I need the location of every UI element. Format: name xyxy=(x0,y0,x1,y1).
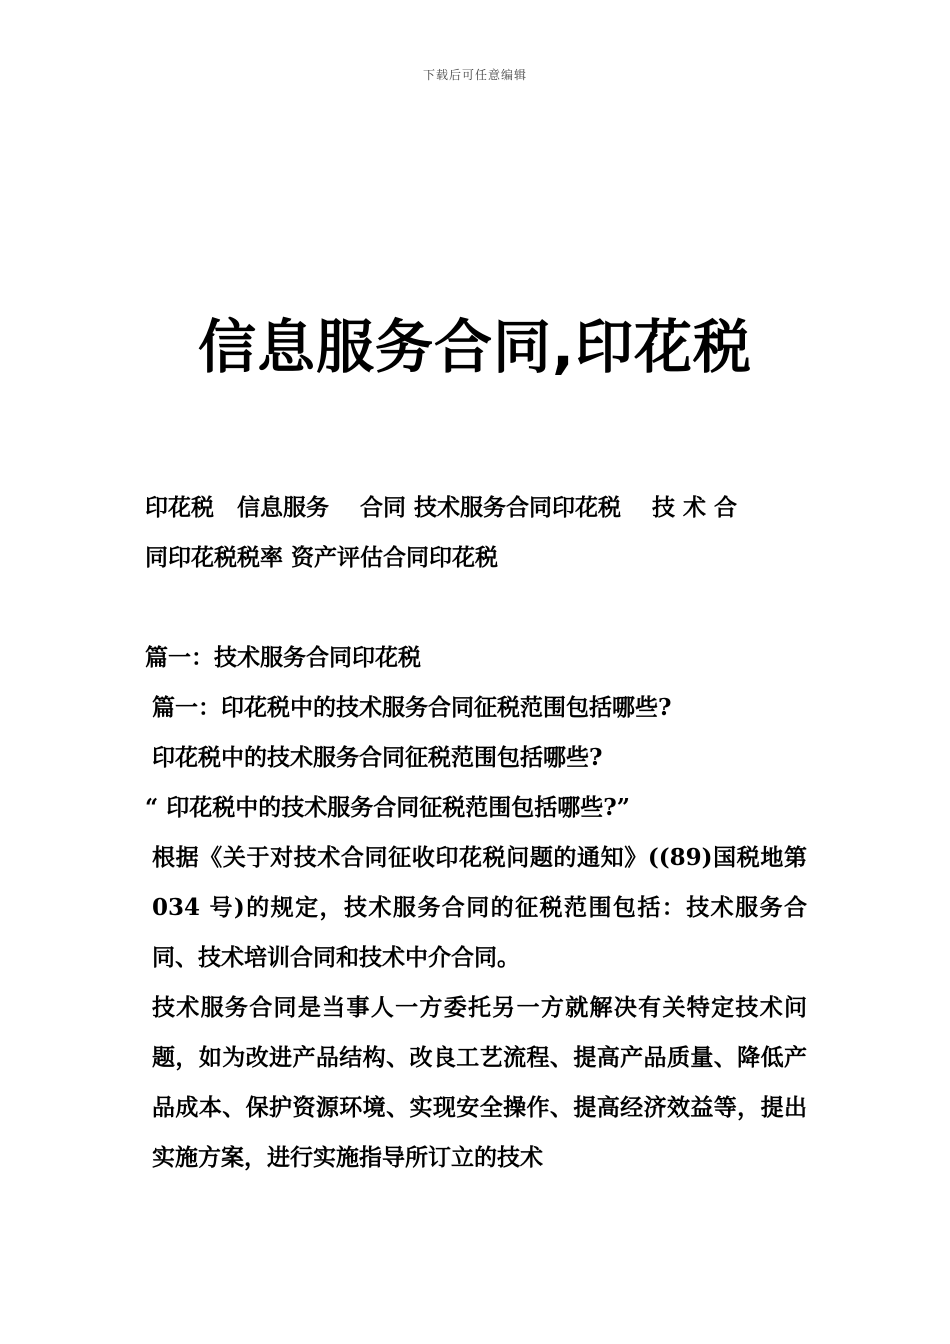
paragraph-definition: 技术服务合同是当事人一方委托另一方就解决有关特定技术问题，如为改进产品结构、改良工艺流程、提高产品质量、降低产品成本、保护资源环境、实现安全操作、提高经济效益等，提出实施方案，进行实施指导所订立的技术 xyxy=(152,994,807,1171)
keywords-line-2: 同印花税税率 资产评估合同印花税 xyxy=(145,544,499,571)
section-heading: 篇一：技术服务合同印花税 xyxy=(145,644,421,671)
keywords-block xyxy=(145,483,807,583)
document-title: 信息服务合同,印花税 xyxy=(197,313,753,381)
keywords-line-1: 印花税 信息服务 合同 技术服务合同印花税 技 术 合 xyxy=(145,494,738,521)
content-block xyxy=(145,633,807,1183)
paragraph-regulation: 根据《关于对技术合同征收印花税问题的通知》((89)国税地第 034 号)的规定，技术服务合同的征税范围包括：技术服务合同、技术培训合同和技术中介合同。 xyxy=(152,844,807,971)
question-line: 印花税中的技术服务合同征税范围包括哪些? xyxy=(152,744,603,771)
sub-heading: 篇一：印花税中的技术服务合同征税范围包括哪些? xyxy=(152,694,672,721)
quoted-question-line: “ 印花税中的技术服务合同征税范围包括哪些?” xyxy=(145,794,630,821)
header-note: 下载后可任意编辑 xyxy=(422,68,527,82)
